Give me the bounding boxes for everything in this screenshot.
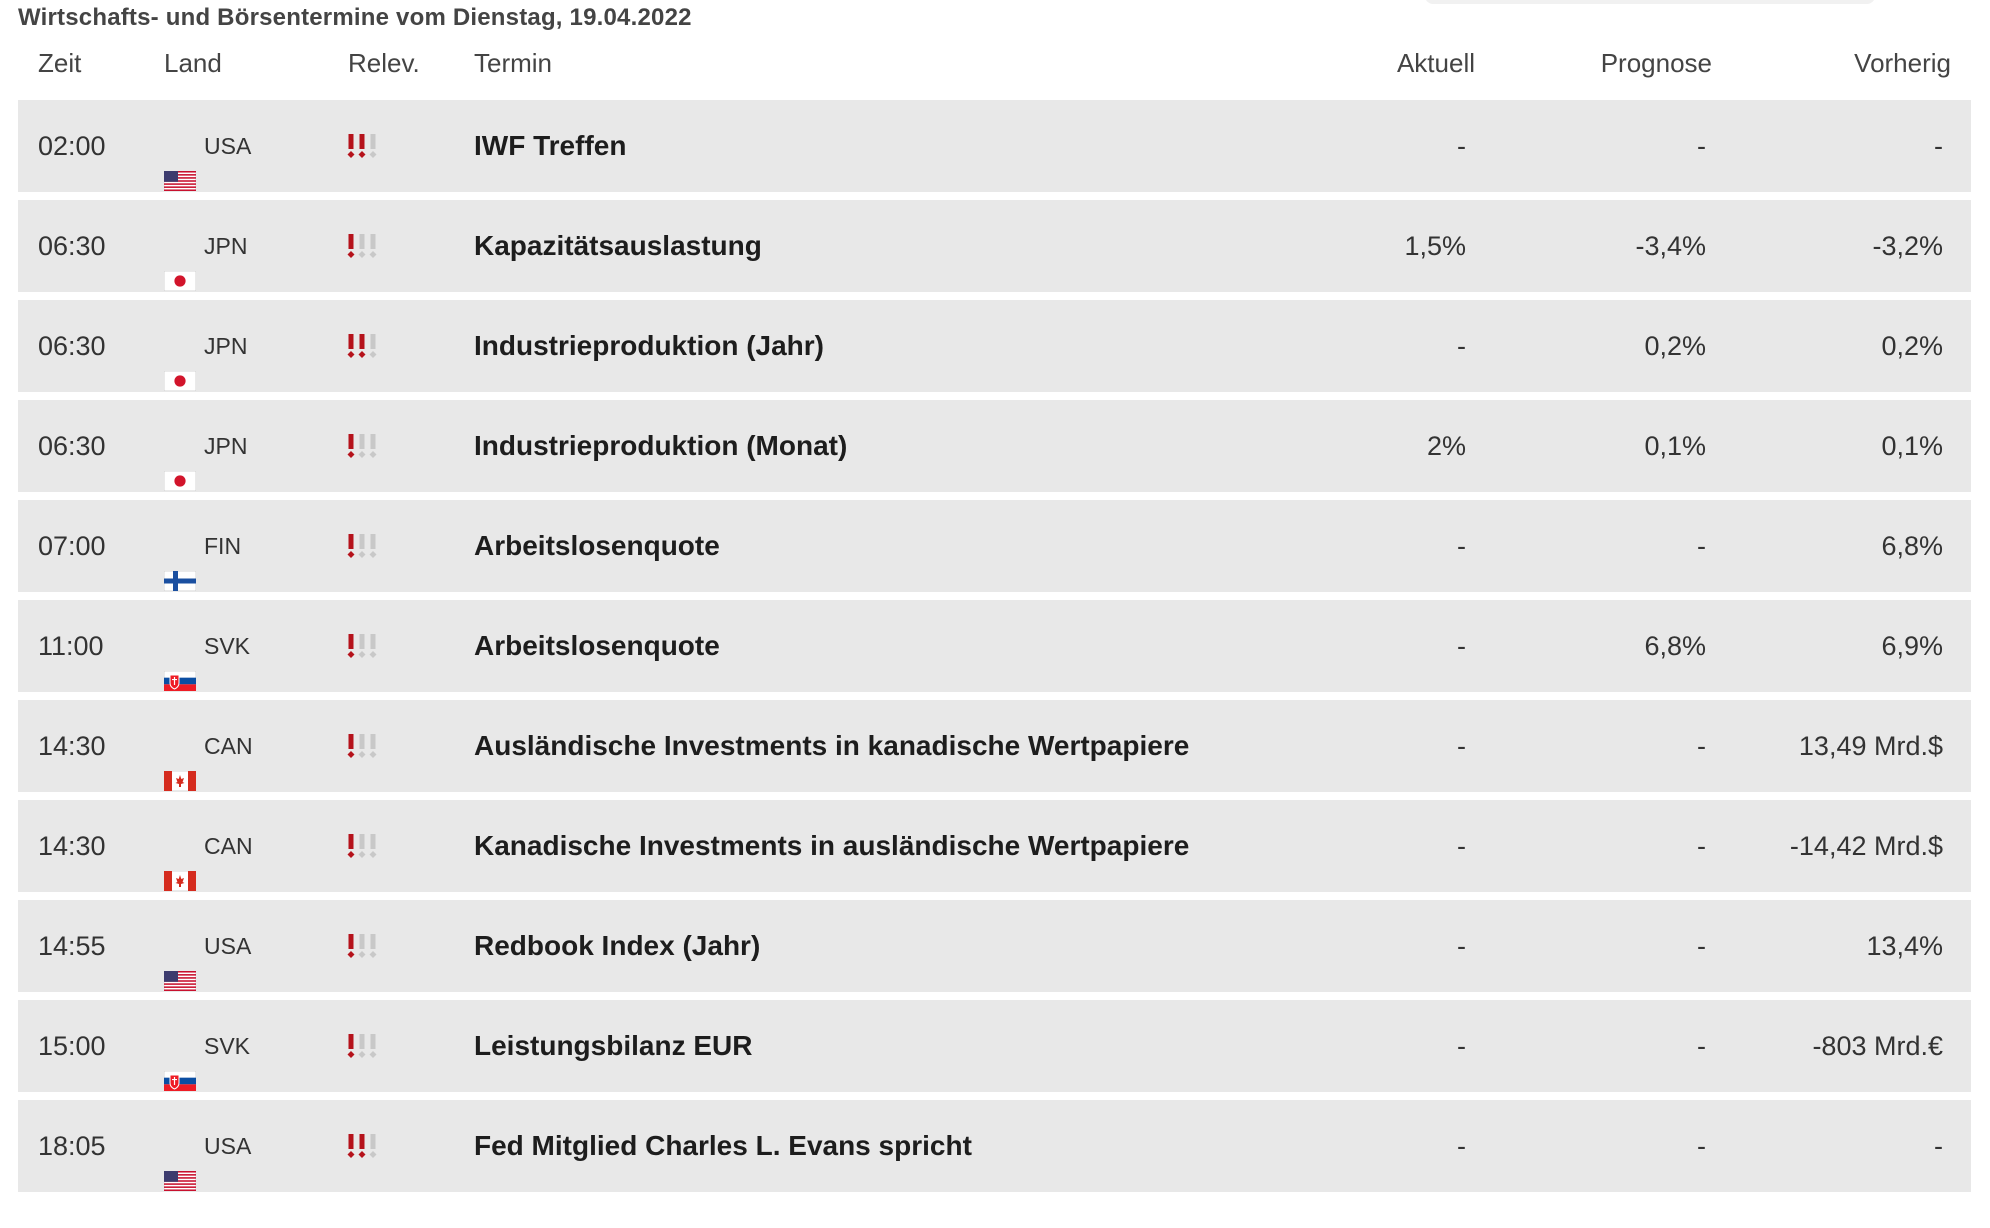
jp-flag-icon: [164, 436, 196, 456]
relevance-mark-active-icon: [346, 433, 356, 459]
relevance-mark-active-icon: [357, 333, 367, 359]
table-header: [18, 44, 1971, 84]
event-name[interactable]: Fed Mitglied Charles L. Evans spricht: [474, 1130, 972, 1161]
table-row[interactable]: [18, 600, 1971, 692]
value-forecast: 0,1%: [1644, 431, 1706, 461]
value-forecast: 6,8%: [1644, 631, 1706, 661]
country-code: JPN: [204, 433, 248, 459]
event-time: 14:30: [38, 731, 106, 761]
event-time: 18:05: [38, 1131, 106, 1161]
table-row[interactable]: [18, 400, 1971, 492]
event-country: [164, 800, 253, 892]
event-country: [164, 200, 247, 292]
relevance-indicator: [346, 1000, 379, 1092]
event-name[interactable]: Arbeitslosenquote: [474, 530, 720, 561]
value-previous: 6,9%: [1881, 631, 1943, 661]
value-forecast: -: [1697, 931, 1706, 961]
relevance-mark-active-icon: [357, 133, 367, 159]
relevance-indicator: [346, 700, 379, 792]
table-row[interactable]: [18, 200, 1971, 292]
relevance-mark-inactive-icon: [368, 933, 378, 959]
event-name[interactable]: Kanadische Investments in ausländische Wertpapiere: [474, 830, 1190, 861]
value-actual: -: [1457, 331, 1466, 361]
country-code: USA: [204, 1133, 252, 1159]
value-previous: 0,2%: [1881, 331, 1943, 361]
value-actual: -: [1457, 831, 1466, 861]
value-actual: -: [1457, 1131, 1466, 1161]
event-name[interactable]: Arbeitslosenquote: [474, 630, 720, 661]
value-forecast: -: [1697, 831, 1706, 861]
event-name[interactable]: Industrieproduktion (Monat): [474, 430, 848, 461]
relevance-mark-active-icon: [346, 833, 356, 859]
relevance-mark-inactive-icon: [357, 833, 367, 859]
table-row[interactable]: [18, 300, 1971, 392]
relevance-mark-inactive-icon: [357, 733, 367, 759]
event-time: 11:00: [38, 631, 104, 661]
event-country: [164, 300, 247, 392]
value-forecast: -: [1697, 1131, 1706, 1161]
event-name[interactable]: Redbook Index (Jahr): [474, 930, 761, 961]
event-country: [164, 400, 247, 492]
value-previous: 13,4%: [1866, 931, 1943, 961]
ca-flag-icon: [164, 836, 196, 856]
event-country: [164, 600, 250, 692]
relevance-indicator: [346, 800, 379, 892]
value-forecast: -: [1697, 731, 1706, 761]
value-previous: -: [1934, 131, 1943, 161]
value-actual: -: [1457, 131, 1466, 161]
relevance-indicator: [346, 400, 379, 492]
event-name[interactable]: Ausländische Investments in kanadische Wertpapiere: [474, 730, 1190, 761]
relevance-mark-active-icon: [346, 1133, 356, 1159]
table-row[interactable]: [18, 1000, 1971, 1092]
relevance-mark-inactive-icon: [368, 1033, 378, 1059]
column-header-relevance[interactable]: Relev.: [348, 48, 420, 78]
value-forecast: -3,4%: [1635, 231, 1706, 261]
relevance-indicator: [346, 600, 379, 692]
sk-flag-icon: [164, 1036, 196, 1056]
relevance-indicator: [346, 300, 379, 392]
country-code: SVK: [204, 1033, 251, 1059]
event-country: [164, 500, 241, 592]
fi-flag-icon: [164, 536, 196, 556]
country-code: CAN: [204, 833, 253, 859]
events-table-body: [18, 100, 1971, 1200]
value-previous: -3,2%: [1872, 231, 1943, 261]
country-code: CAN: [204, 733, 253, 759]
value-actual: 2%: [1426, 431, 1466, 461]
relevance-indicator: [346, 100, 379, 192]
relevance-mark-inactive-icon: [368, 433, 378, 459]
value-actual: -: [1457, 731, 1466, 761]
table-row[interactable]: [18, 100, 1971, 192]
event-name[interactable]: Industrieproduktion (Jahr): [474, 330, 824, 361]
table-row[interactable]: [18, 500, 1971, 592]
relevance-mark-active-icon: [346, 333, 356, 359]
table-row[interactable]: [18, 700, 1971, 792]
jp-flag-icon: [164, 236, 196, 256]
value-previous: 0,1%: [1881, 431, 1943, 461]
relevance-mark-inactive-icon: [357, 433, 367, 459]
event-country: [164, 100, 251, 192]
relevance-indicator: [346, 200, 379, 292]
column-header-time[interactable]: Zeit: [38, 48, 82, 78]
value-previous: -14,42 Mrd.$: [1789, 831, 1943, 861]
event-time: 14:30: [38, 831, 106, 861]
event-time: 07:00: [38, 531, 106, 561]
column-header-forecast[interactable]: Prognose: [1600, 48, 1712, 78]
value-previous: -803 Mrd.€: [1812, 1031, 1943, 1061]
page-title: Wirtschafts- und Börsentermine vom Dienstag, 19.04.2022: [18, 4, 692, 31]
event-name[interactable]: IWF Treffen: [474, 130, 627, 161]
event-name[interactable]: Kapazitätsauslastung: [474, 230, 762, 261]
top-search-bar-edge: [1425, 0, 1875, 4]
relevance-mark-inactive-icon: [368, 733, 378, 759]
ca-flag-icon: [164, 736, 196, 756]
column-header-actual[interactable]: Aktuell: [1396, 48, 1475, 78]
column-header-previous[interactable]: Vorherig: [1854, 48, 1951, 78]
relevance-mark-active-icon: [346, 133, 356, 159]
value-forecast: -: [1697, 131, 1706, 161]
relevance-mark-active-icon: [346, 533, 356, 559]
column-header-country[interactable]: Land: [164, 48, 222, 78]
value-actual: -: [1457, 531, 1466, 561]
country-code: FIN: [204, 533, 242, 559]
event-name[interactable]: Leistungsbilanz EUR: [474, 1030, 753, 1061]
relevance-mark-inactive-icon: [368, 133, 378, 159]
value-forecast: -: [1697, 531, 1706, 561]
relevance-mark-inactive-icon: [357, 1033, 367, 1059]
value-forecast: -: [1697, 1031, 1706, 1061]
us-flag-icon: [164, 1136, 196, 1156]
relevance-mark-inactive-icon: [357, 633, 367, 659]
value-actual: 1,5%: [1404, 231, 1466, 261]
event-country: [164, 1100, 251, 1192]
relevance-mark-active-icon: [346, 233, 356, 259]
event-time: 15:00: [38, 1031, 106, 1061]
us-flag-icon: [164, 136, 196, 156]
relevance-indicator: [346, 1100, 379, 1192]
table-row[interactable]: [18, 800, 1971, 892]
us-flag-icon: [164, 936, 196, 956]
country-code: USA: [204, 133, 252, 159]
relevance-mark-inactive-icon: [368, 833, 378, 859]
value-actual: -: [1457, 631, 1466, 661]
event-time: 14:55: [38, 931, 106, 961]
value-actual: -: [1457, 931, 1466, 961]
relevance-mark-inactive-icon: [368, 333, 378, 359]
relevance-mark-inactive-icon: [368, 1133, 378, 1159]
relevance-indicator: [346, 500, 379, 592]
value-forecast: 0,2%: [1644, 331, 1706, 361]
event-time: 06:30: [38, 231, 106, 261]
event-country: [164, 900, 251, 992]
jp-flag-icon: [164, 336, 196, 356]
table-row[interactable]: [18, 900, 1971, 992]
event-time: 06:30: [38, 331, 106, 361]
relevance-mark-inactive-icon: [357, 533, 367, 559]
column-header-event[interactable]: Termin: [474, 48, 553, 78]
event-country: [164, 700, 253, 792]
value-previous: 6,8%: [1881, 531, 1943, 561]
relevance-mark-inactive-icon: [357, 933, 367, 959]
sk-flag-icon: [164, 636, 196, 656]
relevance-mark-active-icon: [346, 633, 356, 659]
table-row[interactable]: [18, 1100, 1971, 1192]
relevance-mark-inactive-icon: [357, 233, 367, 259]
event-time: 02:00: [38, 131, 106, 161]
country-code: USA: [204, 933, 252, 959]
value-actual: -: [1457, 1031, 1466, 1061]
value-previous: -: [1934, 1131, 1943, 1161]
value-previous: 13,49 Mrd.$: [1798, 731, 1943, 761]
country-code: JPN: [204, 233, 248, 259]
event-country: [164, 1000, 250, 1092]
relevance-mark-active-icon: [346, 733, 356, 759]
relevance-indicator: [346, 900, 379, 992]
relevance-mark-inactive-icon: [368, 233, 378, 259]
relevance-mark-active-icon: [357, 1133, 367, 1159]
relevance-mark-active-icon: [346, 1033, 356, 1059]
relevance-mark-active-icon: [346, 933, 356, 959]
event-time: 06:30: [38, 431, 106, 461]
relevance-mark-inactive-icon: [368, 533, 378, 559]
relevance-mark-inactive-icon: [368, 633, 378, 659]
country-code: JPN: [204, 333, 248, 359]
country-code: SVK: [204, 633, 251, 659]
